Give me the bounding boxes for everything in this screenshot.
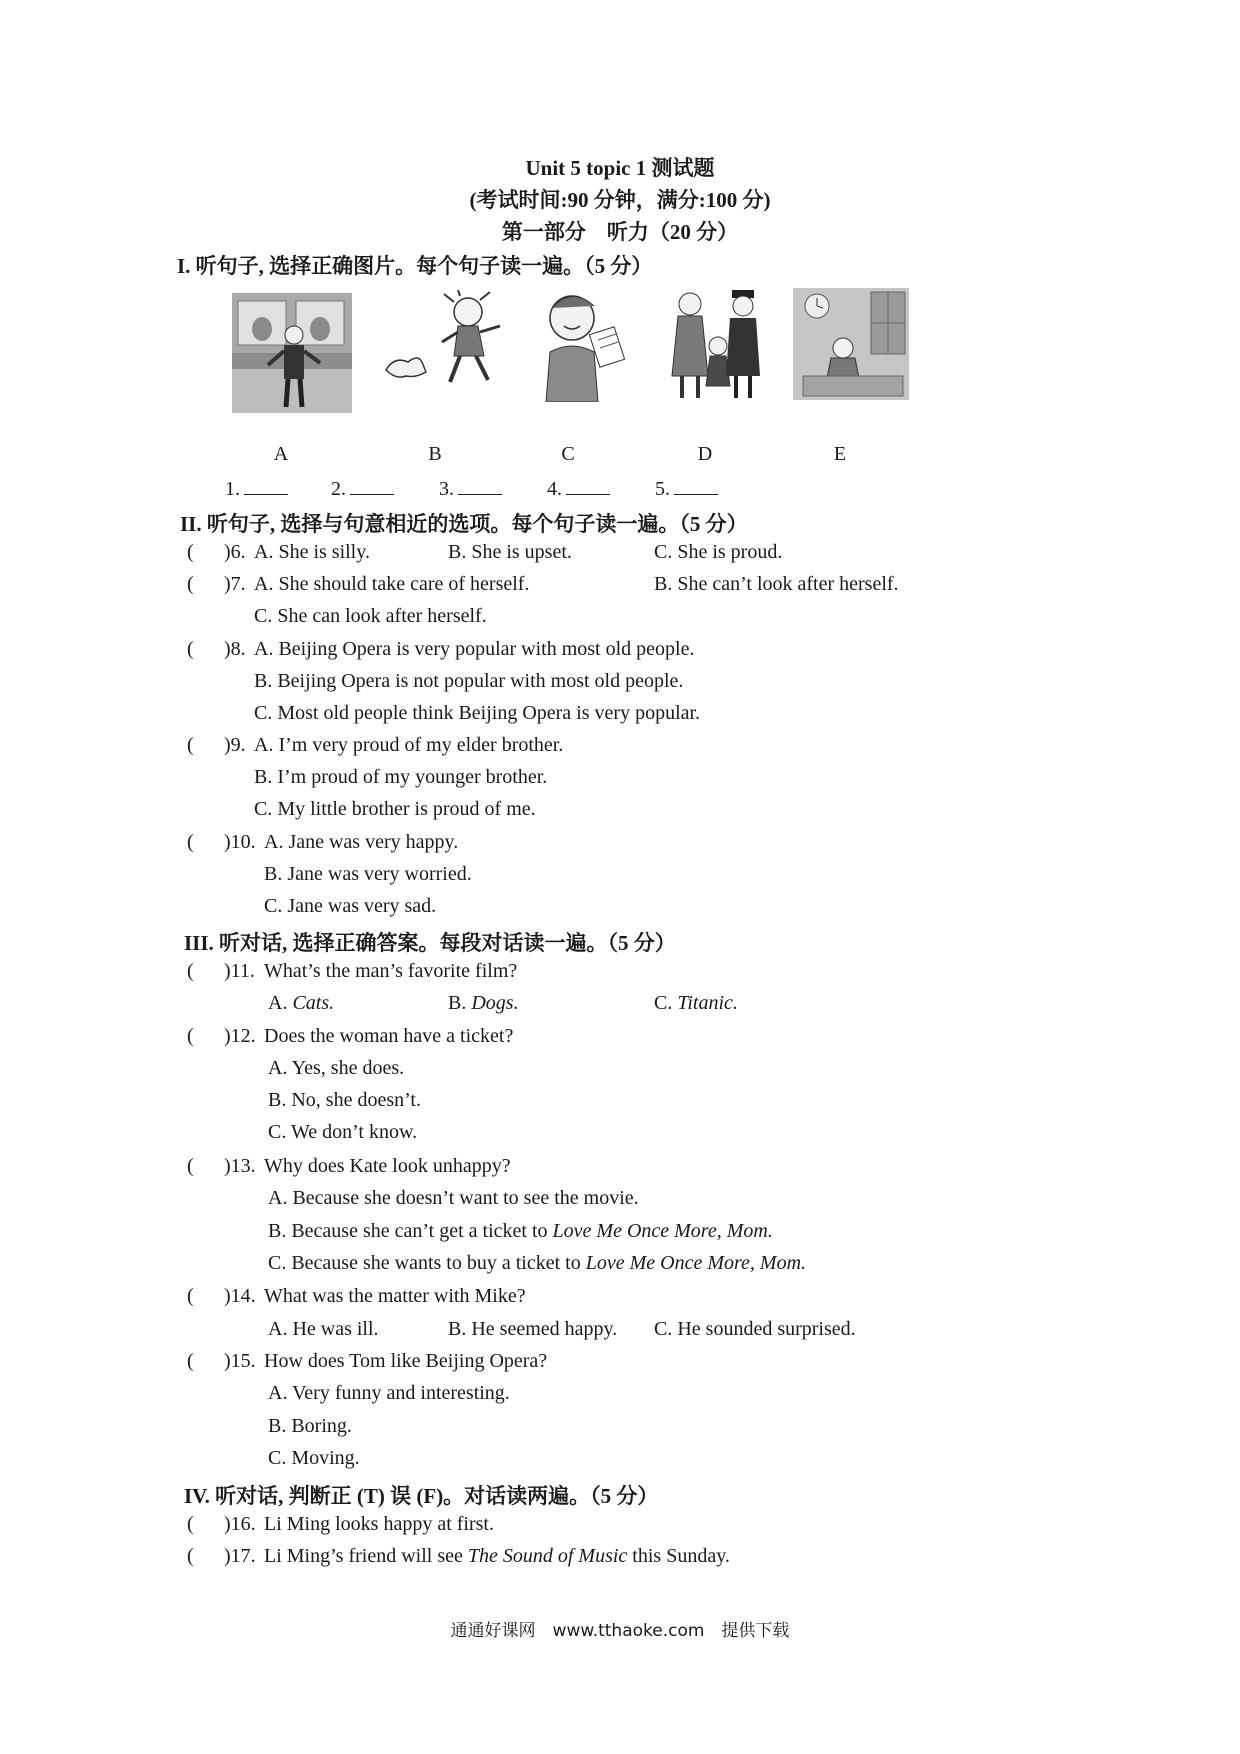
- answer-blank-1[interactable]: 1.: [225, 476, 288, 501]
- part-heading: 第一部分 听力（20 分）: [501, 220, 739, 244]
- question-13-option-c: C. Because she wants to buy a ticket to Love Me Once More, Mom.: [268, 1252, 807, 1274]
- question-8-number: )8.: [224, 638, 246, 660]
- answer-paren-16[interactable]: (: [187, 1513, 194, 1535]
- question-14-option-b: B. He seemed happy.: [448, 1318, 618, 1340]
- question-17-number: )17.: [224, 1545, 256, 1567]
- answer-paren-14[interactable]: (: [187, 1285, 194, 1307]
- picture-e-girl-at-desk: [793, 288, 909, 400]
- page-footer: 通通好课网 www.tthaoke.com 提供下载: [450, 1621, 790, 1641]
- question-15-option-b: B. Boring.: [268, 1415, 352, 1437]
- question-16-text: Li Ming looks happy at first.: [264, 1513, 494, 1535]
- picture-letter-d: D: [697, 443, 713, 465]
- answer-paren-17[interactable]: (: [187, 1545, 194, 1567]
- answer-paren-12[interactable]: (: [187, 1025, 194, 1047]
- section3-heading: III. 听对话, 选择正确答案。每段对话读一遍。（5 分）: [184, 931, 676, 955]
- question-9-option-b: B. I’m proud of my younger brother.: [254, 766, 548, 788]
- answer-blank-4[interactable]: 4.: [547, 476, 610, 501]
- question-6-option-c: C. She is proud.: [654, 541, 783, 563]
- question-15-option-c: C. Moving.: [268, 1447, 360, 1469]
- picture-letter-b: B: [428, 443, 442, 465]
- question-10-number: )10.: [224, 831, 256, 853]
- question-6-option-a: A. She is silly.: [254, 541, 370, 563]
- question-11-text: What’s the man’s favorite film?: [264, 960, 518, 982]
- question-12-option-b: B. No, she doesn’t.: [268, 1089, 421, 1111]
- answer-blank-5[interactable]: 5.: [655, 476, 718, 501]
- question-13-option-a: A. Because she doesn’t want to see the movie.: [268, 1187, 639, 1209]
- question-7-option-a: A. She should take care of herself.: [254, 573, 530, 595]
- question-14-option-a: A. He was ill.: [268, 1318, 379, 1340]
- answer-paren-11[interactable]: (: [187, 960, 194, 982]
- question-15-option-a: A. Very funny and interesting.: [268, 1382, 510, 1404]
- answer-paren-9[interactable]: (: [187, 734, 194, 756]
- question-14-number: )14.: [224, 1285, 256, 1307]
- question-9-option-a: A. I’m very proud of my elder brother.: [254, 734, 564, 756]
- question-14-option-c: C. He sounded surprised.: [654, 1318, 856, 1340]
- question-12-option-c: C. We don’t know.: [268, 1121, 418, 1143]
- question-16-number: )16.: [224, 1513, 256, 1535]
- section1-heading: I. 听句子, 选择正确图片。每个句子读一遍。（5 分）: [177, 254, 653, 278]
- picture-letter-e: E: [833, 443, 847, 465]
- question-12-number: )12.: [224, 1025, 256, 1047]
- question-11-option-a: A. Cats.: [268, 992, 335, 1014]
- question-17-text: Li Ming’s friend will see The Sound of Music this Sunday.: [264, 1545, 730, 1567]
- question-11-option-c: C. Titanic.: [654, 992, 738, 1014]
- question-12-option-a: A. Yes, she does.: [268, 1057, 405, 1079]
- question-15-number: )15.: [224, 1350, 256, 1372]
- question-8-option-b: B. Beijing Opera is not popular with most old people.: [254, 670, 684, 692]
- question-15-text: How does Tom like Beijing Opera?: [264, 1350, 548, 1372]
- picture-letter-c: C: [561, 443, 575, 465]
- question-14-text: What was the matter with Mike?: [264, 1285, 526, 1307]
- picture-d-mother-child-conductor: [668, 288, 768, 400]
- section2-heading: II. 听句子, 选择与句意相近的选项。每个句子读一遍。（5 分）: [180, 512, 748, 536]
- answer-paren-15[interactable]: (: [187, 1350, 194, 1372]
- question-7-number: )7.: [224, 573, 246, 595]
- question-13-option-b: B. Because she can’t get a ticket to Love Me Once More, Mom.: [268, 1220, 773, 1242]
- answer-blank-2[interactable]: 2.: [331, 476, 394, 501]
- page-title: Unit 5 topic 1 测试题: [525, 156, 715, 180]
- answer-paren-8[interactable]: (: [187, 638, 194, 660]
- picture-b-girl-running-dog: [376, 290, 516, 400]
- picture-c-boy-holding-ticket: [532, 290, 642, 402]
- section4-heading: IV. 听对话, 判断正 (T) 误 (F)。对话读两遍。（5 分）: [184, 1484, 659, 1508]
- question-7-option-c: C. She can look after herself.: [254, 605, 487, 627]
- question-13-text: Why does Kate look unhappy?: [264, 1155, 511, 1177]
- question-11-number: )11.: [224, 960, 255, 982]
- question-13-number: )13.: [224, 1155, 256, 1177]
- answer-paren-6[interactable]: (: [187, 541, 194, 563]
- question-11-option-b: B. Dogs.: [448, 992, 519, 1014]
- answer-paren-10[interactable]: (: [187, 831, 194, 853]
- question-10-option-b: B. Jane was very worried.: [264, 863, 472, 885]
- answer-blank-3[interactable]: 3.: [439, 476, 502, 501]
- question-10-option-a: A. Jane was very happy.: [264, 831, 459, 853]
- question-7-option-b: B. She can’t look after herself.: [654, 573, 899, 595]
- question-9-number: )9.: [224, 734, 246, 756]
- question-10-option-c: C. Jane was very sad.: [264, 895, 437, 917]
- exam-info: (考试时间:90 分钟，满分:100 分): [469, 188, 771, 212]
- answer-paren-13[interactable]: (: [187, 1155, 194, 1177]
- question-12-text: Does the woman have a ticket?: [264, 1025, 514, 1047]
- picture-letter-a: A: [273, 443, 289, 465]
- question-6-option-b: B. She is upset.: [448, 541, 572, 563]
- picture-a-man-ticket-office: [232, 293, 352, 413]
- question-8-option-a: A. Beijing Opera is very popular with most old people.: [254, 638, 695, 660]
- question-9-option-c: C. My little brother is proud of me.: [254, 798, 536, 820]
- question-8-option-c: C. Most old people think Beijing Opera is very popular.: [254, 702, 701, 724]
- question-6-number: )6.: [224, 541, 246, 563]
- answer-paren-7[interactable]: (: [187, 573, 194, 595]
